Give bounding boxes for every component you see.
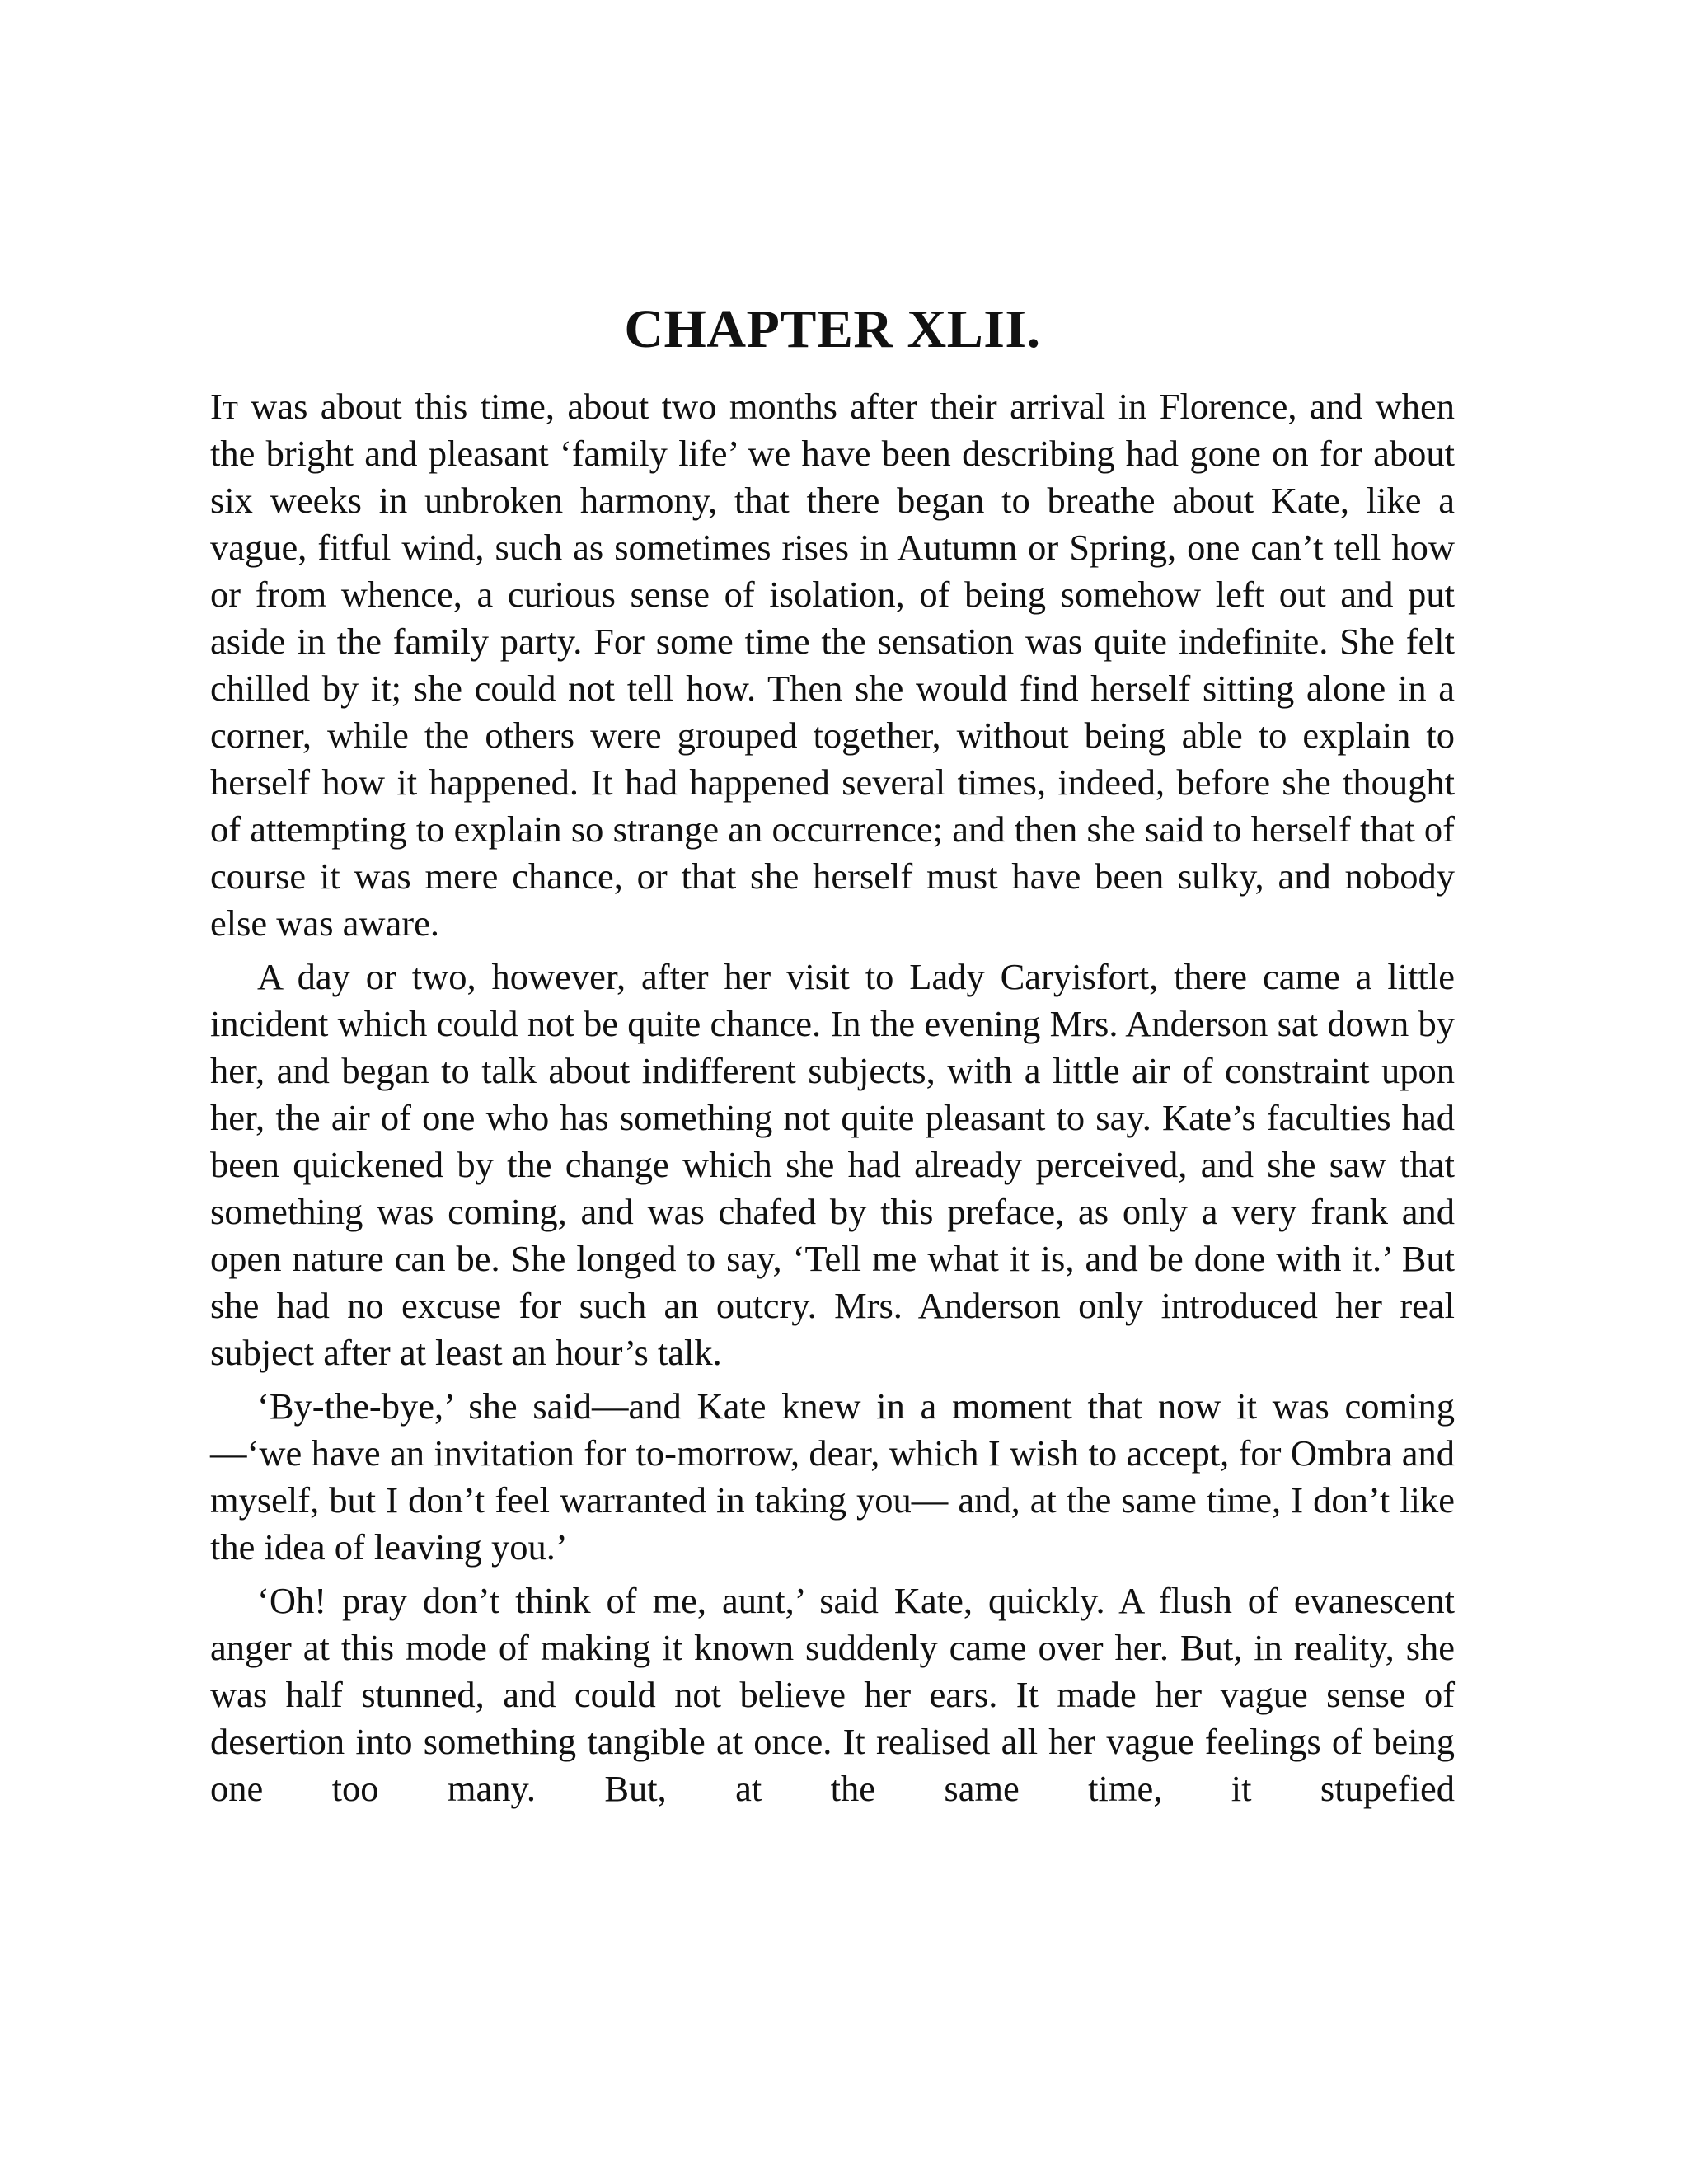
paragraph-line: when the bright and pleasant ‘family life’ we have been describing had gone xyxy=(210,386,1456,474)
paragraph-line: else was aware. xyxy=(210,902,439,944)
paragraph-line: on for about six weeks in unbroken harmony, that there began to breathe xyxy=(210,433,1456,521)
paragraph-line: But, in reality, she was half stunned, and could not believe her ears. It made xyxy=(210,1627,1456,1715)
paragraph-line: her vague sense of desertion into something tangible at once. It realised all xyxy=(210,1674,1456,1762)
paragraph-line: Anderson sat down by her, and began to talk about indifferent subjects, with xyxy=(210,1003,1456,1091)
paragraph-line: longed to say, ‘Tell me what it is, and be done with it.’ But she had no xyxy=(210,1238,1455,1326)
chapter-title: CHAPTER XLII. xyxy=(624,299,1041,359)
chapter-body xyxy=(210,383,1455,1819)
paragraph-line: a little air of constraint upon her, the air of one who has something not quite xyxy=(210,1050,1455,1138)
paragraph-line: ‘By-the-bye,’ she said—and Kate knew in a moment that now it was xyxy=(257,1385,1329,1427)
paragraph-4 xyxy=(210,1577,1455,1812)
paragraph-line: excuse for such an outcry. Mrs. Anderson only introduced her real subject xyxy=(210,1285,1456,1373)
paragraph-line: being somehow left out and put aside in the family party. For some time the xyxy=(210,574,1456,662)
paragraph-line: sensation was quite indefinite. She felt chilled by it; she could not tell how. xyxy=(210,621,1456,709)
paragraph-line: after at least an hour’s talk. xyxy=(323,1332,722,1373)
paragraph-line: was chafed by this preface, as only a very frank and open nature can be. She xyxy=(210,1191,1455,1279)
paragraph-line: she had already perceived, and she saw that something was coming, and xyxy=(210,1144,1455,1232)
paragraph-line: evanescent anger at this mode of making it known suddenly came over her. xyxy=(210,1580,1455,1668)
paragraph-line: was about this time, about two months after their arrival in Florence, and xyxy=(237,386,1363,427)
opening-word: It xyxy=(210,386,238,427)
paragraph-line: her vague feelings of being one too many. But, at the same time, it stupefied xyxy=(210,1721,1455,1809)
paragraph-line: ‘Oh! pray don’t think of me, aunt,’ said Kate, quickly. A flush of xyxy=(257,1580,1278,1621)
paragraph-2 xyxy=(210,954,1455,1376)
paragraph-line: pleasant to say. Kate’s faculties had been quickened by the change which xyxy=(210,1097,1455,1185)
paragraph-line: Then she would find herself sitting alone in a corner, while the others were xyxy=(210,668,1455,756)
paragraph-line: grouped together, without being able to explain to herself how it happened. xyxy=(210,715,1456,803)
paragraph-line: and, at the same time, I don’t like the idea of leaving you.’ xyxy=(210,1479,1456,1568)
paragraph-line: it was mere chance, or that she herself must have been sulky, and nobody xyxy=(319,855,1456,897)
paragraph-1 xyxy=(210,383,1455,947)
paragraph-line: It had happened several times, indeed, before she thought of attempting to xyxy=(210,762,1456,850)
paragraph-line: coming—‘we have an invitation for to-morrow, dear, which I wish to xyxy=(210,1385,1455,1474)
paragraph-line: explain so strange an occurrence; and then she said to herself that of course xyxy=(210,808,1455,897)
paragraph-3 xyxy=(210,1383,1455,1571)
paragraph-line: Spring, one can’t tell how or from whence, a curious sense of isolation, of xyxy=(210,527,1456,615)
paragraph-line: A day or two, however, after her visit to Lady Caryisfort, there came a xyxy=(257,956,1372,997)
paragraph-line: about Kate, like a vague, fitful wind, such as sometimes rises in Autumn or xyxy=(210,480,1455,568)
paragraph-line: accept, for Ombra and myself, but I don’t feel warranted in taking you— xyxy=(210,1432,1456,1521)
paragraph-line: little incident which could not be quite chance. In the evening Mrs. xyxy=(210,956,1455,1044)
